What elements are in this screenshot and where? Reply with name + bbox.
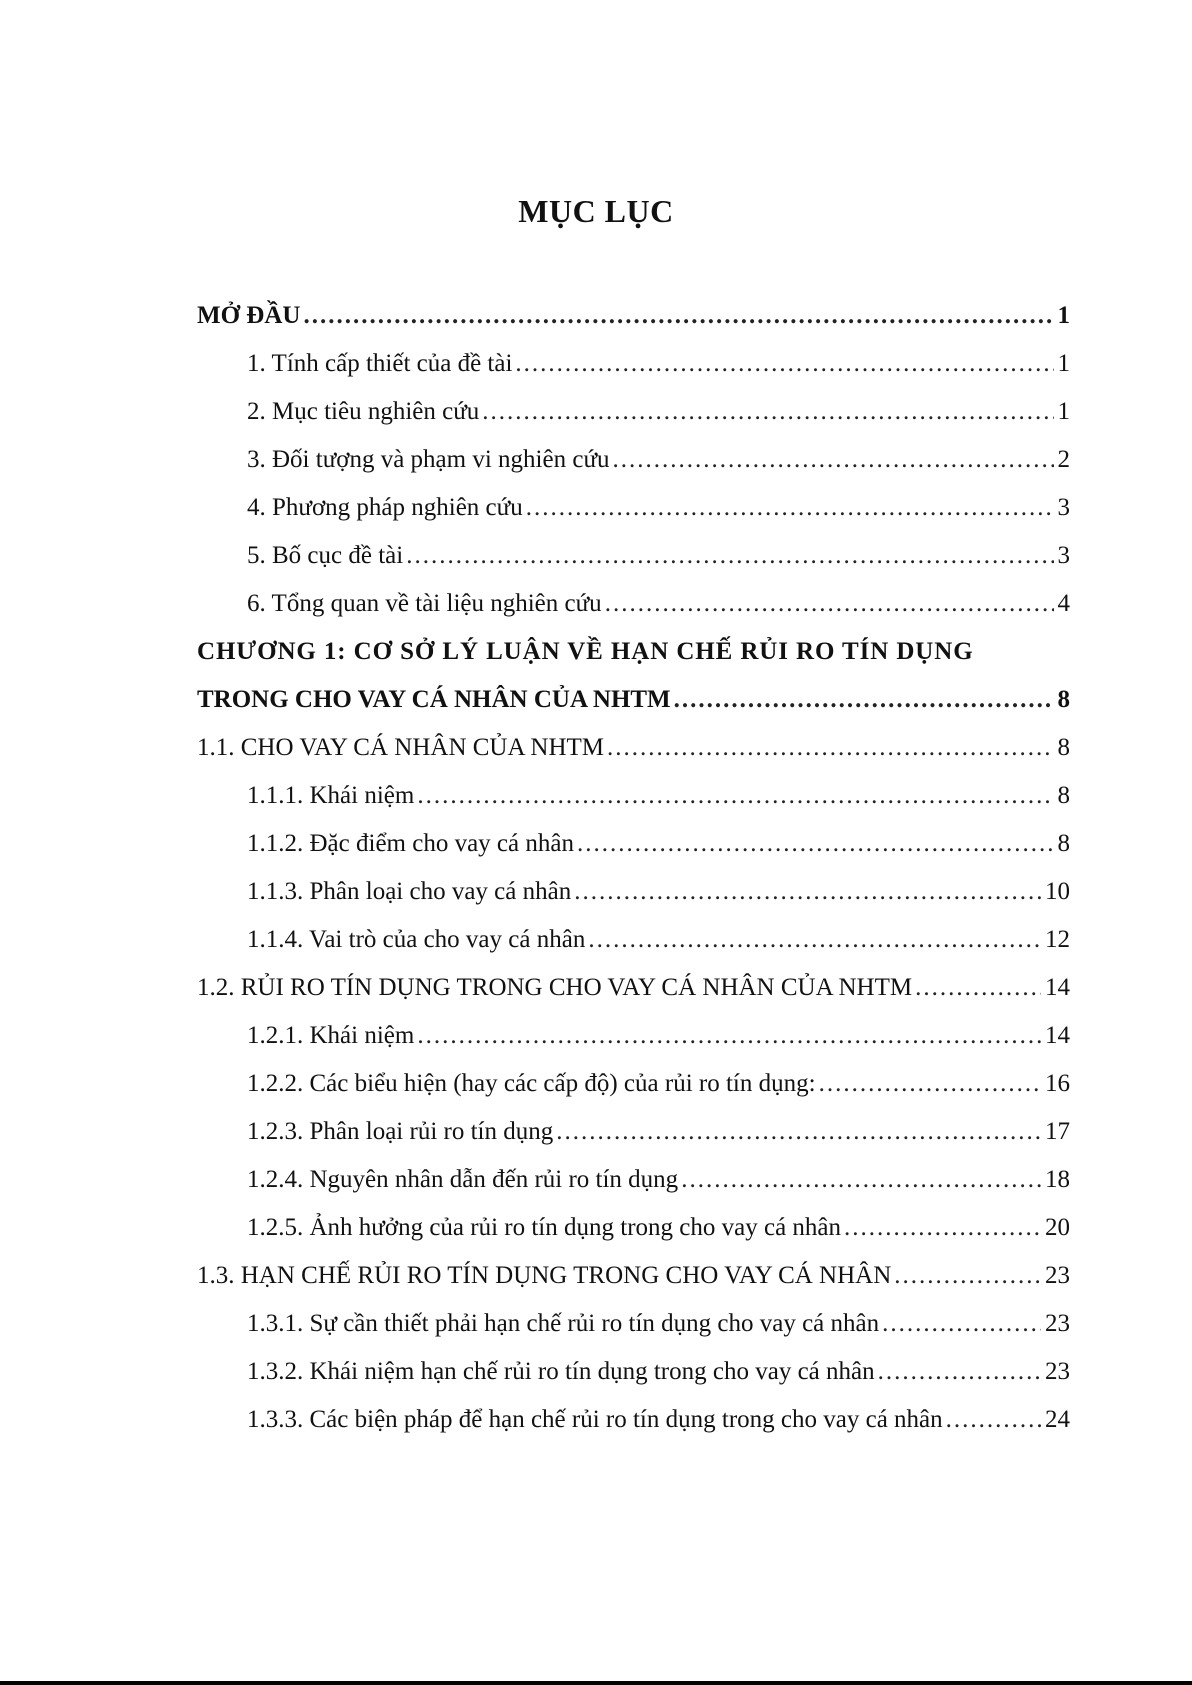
dot-leader xyxy=(417,772,1053,820)
toc-entry-page: 3 xyxy=(1057,542,1070,569)
toc-entry[interactable] xyxy=(197,436,1070,484)
toc-entry-page: 10 xyxy=(1045,878,1070,905)
dot-leader xyxy=(946,1396,1041,1444)
dot-leader xyxy=(607,724,1053,772)
toc-entry-page: 23 xyxy=(1045,1262,1070,1289)
toc-entry[interactable] xyxy=(197,1012,1070,1060)
toc-entry-label: 4. Phương pháp nghiên cứu xyxy=(247,494,523,521)
toc-entry-label: 1.1.3. Phân loại cho vay cá nhân xyxy=(247,878,572,905)
toc-entry[interactable] xyxy=(197,1060,1070,1108)
toc-entry[interactable] xyxy=(197,772,1070,820)
toc-entry-label: 1.2.3. Phân loại rủi ro tín dụng xyxy=(247,1118,554,1145)
toc-entry[interactable] xyxy=(197,1396,1070,1444)
toc-entry-label: 1.3.2. Khái niệm hạn chế rủi ro tín dụng trong cho vay cá nhân xyxy=(247,1358,875,1385)
toc-entry[interactable] xyxy=(197,868,1070,916)
toc-entry-page: 14 xyxy=(1045,974,1070,1001)
dot-leader xyxy=(878,1348,1041,1396)
toc-entry-label: 6. Tổng quan về tài liệu nghiên cứu xyxy=(247,590,602,617)
toc-entry-page: 1 xyxy=(1057,398,1070,425)
toc-chapter-heading-line2 xyxy=(197,676,1070,724)
toc-entry-label: 1.1.1. Khái niệm xyxy=(247,782,415,809)
toc-entry-page: 17 xyxy=(1045,1118,1070,1145)
toc-title: MỤC LỤC xyxy=(518,193,674,229)
toc-entry-label: 1.1. CHO VAY CÁ NHÂN CỦA NHTM xyxy=(197,734,605,761)
dot-leader xyxy=(482,388,1053,436)
toc-entry-page: 8 xyxy=(1057,830,1070,857)
dot-leader xyxy=(894,1252,1041,1300)
toc-entry-page: 2 xyxy=(1057,446,1070,473)
dot-leader xyxy=(588,916,1041,964)
toc-entry-page: 3 xyxy=(1057,494,1070,521)
dot-leader xyxy=(915,964,1041,1012)
toc-entry-label: MỞ ĐẦU xyxy=(197,302,301,329)
toc-entry[interactable] xyxy=(197,340,1070,388)
toc-entry-label: 1.2.4. Nguyên nhân dẫn đến rủi ro tín dụng xyxy=(247,1166,679,1193)
dot-leader xyxy=(406,532,1053,580)
toc-entry[interactable] xyxy=(197,1300,1070,1348)
toc-entry[interactable] xyxy=(197,388,1070,436)
dot-leader xyxy=(303,292,1053,340)
toc-entry-page: 8 xyxy=(1057,782,1070,809)
toc-entry-page: 4 xyxy=(1057,590,1070,617)
dot-leader xyxy=(844,1204,1041,1252)
toc-section-entry[interactable] xyxy=(197,1252,1070,1300)
toc-entry[interactable] xyxy=(197,484,1070,532)
toc-entry[interactable] xyxy=(197,916,1070,964)
toc-entry-label: 1. Tính cấp thiết của đề tài xyxy=(247,350,513,377)
toc-entry-label: 1.1.2. Đặc điểm cho vay cá nhân xyxy=(247,830,574,857)
toc-entry[interactable] xyxy=(197,532,1070,580)
dot-leader xyxy=(882,1300,1041,1348)
toc-entry[interactable] xyxy=(197,1108,1070,1156)
toc-entry-label: 1.3. HẠN CHẾ RỦI RO TÍN DỤNG TRONG CHO VAY CÁ NHÂN xyxy=(197,1262,892,1289)
toc-entry-page: 24 xyxy=(1045,1406,1070,1433)
toc-entry-page: 14 xyxy=(1045,1022,1070,1049)
toc-entry-page: 1 xyxy=(1057,350,1070,377)
dot-leader xyxy=(417,1012,1041,1060)
toc-chapter-heading-line1: CHƯƠNG 1: CƠ SỞ LÝ LUẬN VỀ HẠN CHẾ RỦI RO TÍN DỤNG xyxy=(197,638,974,665)
toc-entry[interactable] xyxy=(197,580,1070,628)
dot-leader xyxy=(577,820,1054,868)
toc-entry-label: 1.1.4. Vai trò của cho vay cá nhân xyxy=(247,926,586,953)
dot-leader xyxy=(613,436,1054,484)
toc-entry-page: 8 xyxy=(1057,686,1070,713)
toc-entry-label: 1.3.1. Sự cần thiết phải hạn chế rủi ro tín dụng cho vay cá nhân xyxy=(247,1310,880,1337)
toc-entry-page: 20 xyxy=(1045,1214,1070,1241)
toc-entry[interactable] xyxy=(197,1348,1070,1396)
toc-entry-page: 1 xyxy=(1057,302,1070,329)
toc-entry-label: 1.3.3. Các biện pháp để hạn chế rủi ro tín dụng trong cho vay cá nhân xyxy=(247,1406,943,1433)
dot-leader xyxy=(674,676,1054,724)
toc-entry-label: 1.2.1. Khái niệm xyxy=(247,1022,415,1049)
toc-section-entry[interactable] xyxy=(197,964,1070,1012)
toc-entry-page: 8 xyxy=(1057,734,1070,761)
table-of-contents xyxy=(197,292,1070,1444)
dot-leader xyxy=(556,1108,1041,1156)
toc-entry-page: 18 xyxy=(1045,1166,1070,1193)
toc-entry[interactable] xyxy=(197,1204,1070,1252)
page-bottom-edge xyxy=(0,1681,1192,1685)
toc-entry-label: 5. Bố cục đề tài xyxy=(247,542,404,569)
toc-entry[interactable] xyxy=(197,1156,1070,1204)
dot-leader xyxy=(574,868,1041,916)
toc-entry-page: 23 xyxy=(1045,1358,1070,1385)
dot-leader xyxy=(526,484,1054,532)
dot-leader xyxy=(515,340,1053,388)
toc-entry-mo-dau[interactable] xyxy=(197,292,1070,340)
dot-leader xyxy=(681,1156,1041,1204)
toc-entry-chapter-1[interactable] xyxy=(197,628,1070,724)
toc-entry-page: 12 xyxy=(1045,926,1070,953)
toc-entry-label: TRONG CHO VAY CÁ NHÂN CỦA NHTM xyxy=(197,686,671,713)
toc-entry-label: 3. Đối tượng và phạm vi nghiên cứu xyxy=(247,446,610,473)
toc-entry-label: 2. Mục tiêu nghiên cứu xyxy=(247,398,480,425)
dot-leader xyxy=(819,1060,1041,1108)
toc-section-entry[interactable] xyxy=(197,724,1070,772)
toc-entry-label: 1.2. RỦI RO TÍN DỤNG TRONG CHO VAY CÁ NHÂN CỦA NHTM xyxy=(197,974,913,1001)
toc-entry-page: 16 xyxy=(1045,1070,1070,1097)
toc-entry-label: 1.2.5. Ảnh hưởng của rủi ro tín dụng trong cho vay cá nhân xyxy=(247,1214,842,1241)
dot-leader xyxy=(605,580,1054,628)
toc-entry-label: 1.2.2. Các biểu hiện (hay các cấp độ) của rủi ro tín dụng: xyxy=(247,1070,816,1097)
toc-entry-page: 23 xyxy=(1045,1310,1070,1337)
toc-entry[interactable] xyxy=(197,820,1070,868)
